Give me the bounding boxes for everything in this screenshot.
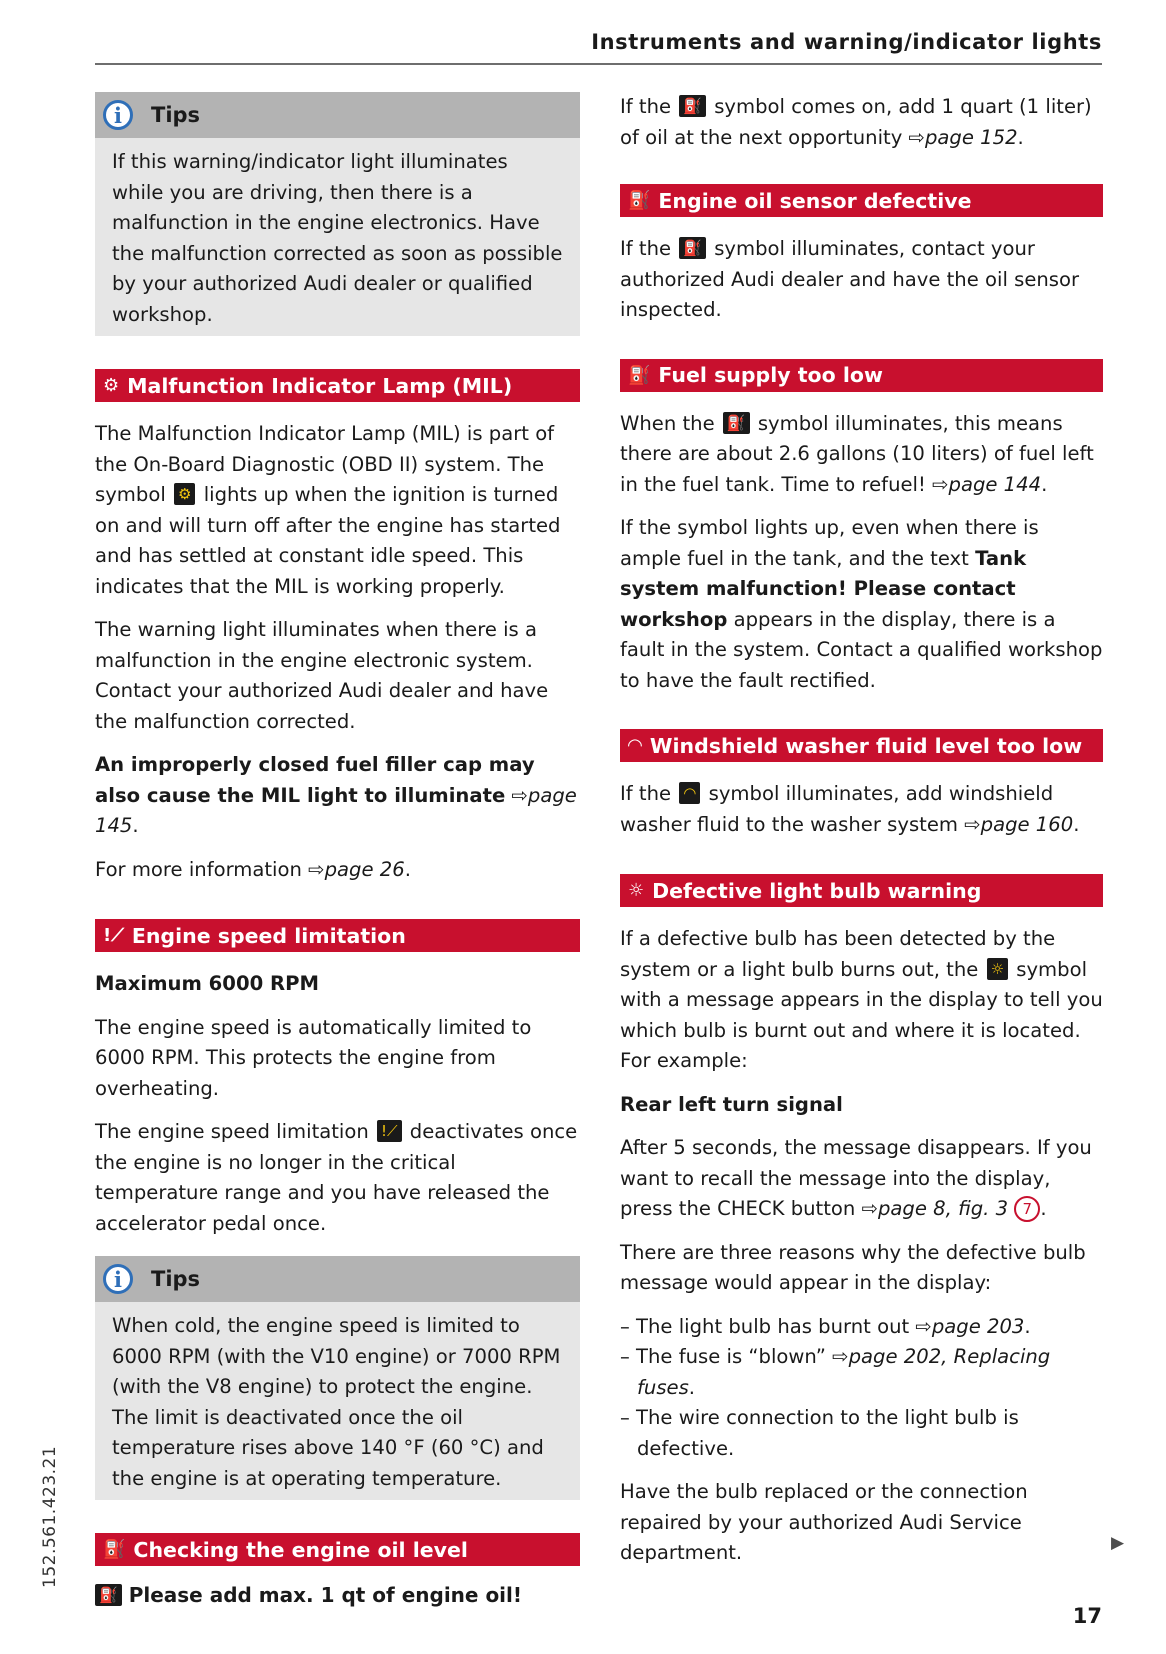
- speed-limit-icon: !⟋: [103, 925, 124, 946]
- ref-arrow-icon: ⇨: [511, 783, 528, 807]
- page-number: 17: [1072, 1604, 1102, 1628]
- paragraph: The engine speed limitation !⟋ deactivates once the engine is no longer in the critical temperature range and you have released the accelerator pedal once.: [95, 1120, 578, 1235]
- tips-text: When cold, the engine speed is limited to 6000 RPM (with the V10 engine) or 7000 RPM (with the V8 engine) to protect the engine. The limit is deactivated once the oil temperature rises above 140 °F (60 °C) and the engine is at operating temperature.: [112, 1314, 561, 1490]
- section-heading-fuel: [620, 359, 1103, 392]
- section-heading-text: Engine oil sensor defective: [658, 188, 972, 213]
- ref-arrow-icon: ⇨: [308, 857, 325, 881]
- oil-can-icon: ⛽: [95, 1584, 122, 1606]
- page-ref-link[interactable]: page 160: [980, 812, 1074, 836]
- page-ref-link[interactable]: page 203: [931, 1314, 1025, 1338]
- page-ref-link[interactable]: page 145: [95, 783, 577, 837]
- section-heading-text: Checking the engine oil level: [133, 1537, 468, 1562]
- section-heading-text: Engine speed limitation: [131, 923, 406, 948]
- section-heading-text: Defective light bulb warning: [652, 878, 982, 903]
- subheading: Maximum 6000 RPM: [95, 972, 319, 995]
- next-page-arrow-icon: ▶: [1111, 1533, 1125, 1553]
- speed-limit-icon: !⟋: [377, 1120, 402, 1142]
- paragraph: After 5 seconds, the message disappears. If you want to recall the message into the display, press the CHECK button ⇨page 8, fig. 3 7 .: [620, 1136, 1092, 1220]
- paragraph: Have the bulb replaced or the connection repaired by your authorized Audi Service department.: [620, 1480, 1028, 1564]
- paragraph: If the ◠ symbol illuminates, add windshield washer fluid to the washer system ⇨page 160.: [620, 782, 1080, 836]
- fuel-pump-icon: ⛽: [628, 364, 651, 386]
- oil-can-icon: ⛽: [103, 1539, 126, 1560]
- ref-arrow-icon: ⇨: [964, 812, 981, 836]
- section-heading-washer: [620, 729, 1103, 762]
- list-item: – The wire connection to the light bulb is defective.: [620, 1406, 1019, 1460]
- section-heading-speed: [95, 919, 580, 952]
- ref-arrow-icon: ⇨: [932, 472, 949, 496]
- info-icon: i: [103, 1264, 133, 1294]
- page-ref-link[interactable]: page 8, fig. 3: [877, 1197, 1009, 1220]
- document-code: 152.561.423.21: [40, 1445, 60, 1588]
- check-engine-icon: ⚙: [174, 483, 195, 505]
- oil-can-icon: ⛽: [679, 237, 706, 259]
- tips-body: [95, 1302, 580, 1500]
- section-heading-oil-sensor: [620, 184, 1103, 217]
- section-heading-text: Malfunction Indicator Lamp (MIL): [127, 373, 513, 398]
- tips-body: [95, 138, 580, 336]
- tips-text: If this warning/indicator light illuminates while you are driving, then there is a malfunction in the engine electronics. Have the malfunction corrected as soon as possible by your authorized Audi dealer or qualified workshop.: [112, 150, 563, 326]
- washer-fluid-icon: ◠: [679, 782, 700, 804]
- page-ref-link[interactable]: page 152: [924, 125, 1018, 149]
- paragraph: An improperly closed fuel filler cap may also cause the MIL light to illuminate ⇨page 145.: [95, 753, 577, 837]
- ref-arrow-icon: ⇨: [915, 1314, 932, 1338]
- section-heading-oil-level: [95, 1533, 580, 1566]
- list-item: – The fuse is “blown” ⇨page 202, Replacing fuses.: [620, 1345, 1051, 1399]
- section-heading-mil: [95, 369, 580, 402]
- tips-box-2: [95, 1256, 580, 1500]
- oil-can-icon: ⛽: [679, 95, 706, 117]
- fuel-pump-icon: ⛽: [723, 412, 750, 434]
- paragraph: The Malfunction Indicator Lamp (MIL) is part of the On-Board Diagnostic (OBD II) system. The symbol ⚙ lights up when the ignition is turned on and will turn off after the engine has started and has settled at constant idle speed. This indicates that the MIL is working properly.: [95, 422, 561, 598]
- section-heading-text: Fuel supply too low: [658, 363, 883, 387]
- page-header: [95, 30, 1102, 65]
- reason-list: [620, 1312, 1103, 1465]
- page-title: Instruments and warning/indicator lights: [591, 30, 1102, 54]
- oil-warning-message: ⛽ Please add max. 1 qt of engine oil!: [95, 1583, 580, 1607]
- check-engine-icon: ⚙: [103, 375, 120, 396]
- tips-bar: [95, 1256, 580, 1302]
- tips-title: Tips: [151, 1267, 201, 1291]
- paragraph: When the ⛽ symbol illuminates, this means there are about 2.6 gallons (10 liters) of fuel left in the fuel tank. Time to refuel! ⇨page 144.: [620, 411, 1094, 496]
- ref-arrow-icon: ⇨: [908, 125, 925, 149]
- oil-sensor-icon: ⛽: [628, 190, 651, 211]
- paragraph: For more information ⇨page 26.: [95, 857, 411, 881]
- page-ref-link[interactable]: page 26: [324, 857, 405, 881]
- washer-fluid-icon: ◠: [628, 735, 642, 756]
- tips-title: Tips: [151, 103, 201, 127]
- paragraph: If the symbol lights up, even when there is ample fuel in the tank, and the text Tank system malfunction! Please contact workshop appears in the display, there is a fault in the system. Contact a qualified workshop to have the fault rectified.: [620, 516, 1103, 692]
- paragraph: The warning light illuminates when there is a malfunction in the engine electronic system. Contact your authorized Audi dealer and have the malfunction corrected.: [95, 618, 549, 733]
- bulb-icon: ☼: [628, 880, 645, 901]
- paragraph: If the ⛽ symbol comes on, add 1 quart (1 liter) of oil at the next opportunity ⇨page 152.: [620, 95, 1092, 149]
- ref-arrow-icon: ⇨: [861, 1197, 878, 1220]
- right-column: [620, 92, 1103, 1582]
- paragraph: The engine speed is automatically limited to 6000 RPM. This protects the engine from overheating.: [95, 1015, 532, 1100]
- tips-box-1: [95, 92, 580, 336]
- tips-bar: [95, 92, 580, 138]
- callout-number: 7: [1014, 1196, 1040, 1222]
- paragraph: If a defective bulb has been detected by the system or a light bulb burns out, the ☼ symbol with a message appears in the display to tell you which bulb is burnt out and where it is located. For example:: [620, 927, 1103, 1072]
- left-column: [95, 92, 580, 1607]
- page-ref-link[interactable]: page 202, Replacing fuses: [637, 1345, 1051, 1399]
- info-icon: i: [103, 100, 133, 130]
- section-heading-bulb: [620, 874, 1103, 907]
- bulb-icon: ☼: [987, 958, 1008, 980]
- list-item: – The light bulb has burnt out ⇨page 203.: [620, 1314, 1031, 1338]
- page-ref-link[interactable]: page 144: [948, 472, 1042, 496]
- paragraph: There are three reasons why the defective bulb message would appear in the display:: [620, 1240, 1086, 1294]
- section-heading-text: Windshield washer fluid level too low: [649, 733, 1083, 758]
- subheading: Rear left turn signal: [620, 1092, 843, 1116]
- paragraph: If the ⛽ symbol illuminates, contact your authorized Audi dealer and have the oil sensor inspected.: [620, 237, 1080, 321]
- ref-arrow-icon: ⇨: [832, 1345, 849, 1368]
